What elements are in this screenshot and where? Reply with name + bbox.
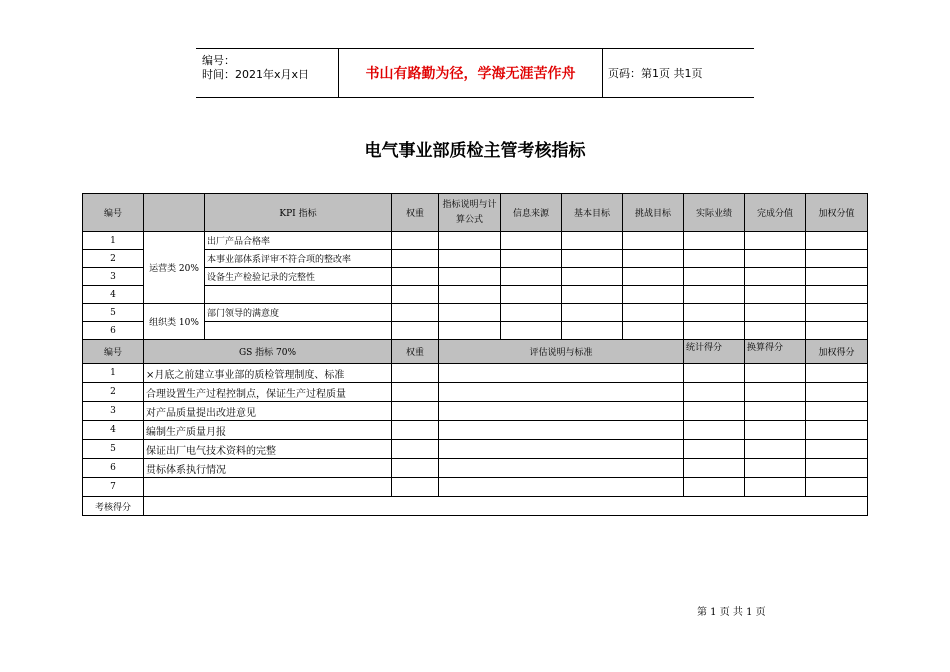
kpi-col-base: 基本目标 (562, 194, 623, 232)
gs-header-row (83, 340, 868, 364)
page-label: 页码：第1页 共1页 (608, 67, 703, 80)
kpi-col-score: 完成分值 (745, 194, 806, 232)
gs-col-indicator: GS 指标 70% (144, 340, 392, 364)
kpi-row-indicator (205, 322, 392, 340)
header-meta (196, 49, 338, 97)
kpi-col-indicator: KPI 指标 (205, 194, 392, 232)
kpi-col-weighted: 加权分值 (806, 194, 868, 232)
kpi-row-indicator: 设备生产检验记录的完整性 (205, 268, 392, 286)
kpi-row (83, 304, 868, 322)
kpi-row-indicator (205, 286, 392, 304)
gs-row-indicator: 保证出厂电气技术资料的完整 (144, 440, 392, 459)
gs-col-id: 编号 (83, 340, 144, 364)
kpi-col-desc: 指标说明与计算公式 (439, 194, 501, 232)
kpi-col-actual: 实际业绩 (684, 194, 745, 232)
kpi-col-category (144, 194, 205, 232)
gs-row (83, 402, 868, 421)
kpi-row-id: 3 (83, 268, 144, 286)
gs-row (83, 459, 868, 478)
kpi-col-challenge: 挑战目标 (623, 194, 684, 232)
number-label: 编号： (202, 54, 235, 67)
kpi-row-id: 6 (83, 322, 144, 340)
category-org: 组织类 10% (144, 304, 205, 340)
kpi-row (83, 232, 868, 250)
total-label: 考核得分 (83, 497, 144, 516)
gs-row-indicator (144, 478, 392, 497)
document-header (196, 48, 754, 98)
gs-col-stat: 统计得分 (684, 340, 745, 364)
gs-col-eval: 评估说明与标准 (439, 340, 684, 364)
gs-row-id: 2 (83, 383, 144, 402)
kpi-row-indicator: 出厂产品合格率 (205, 232, 392, 250)
kpi-row-id: 4 (83, 286, 144, 304)
page-footer: 第 1 页 共 1 页 (697, 607, 766, 618)
gs-row-id: 3 (83, 402, 144, 421)
kpi-header-row (83, 194, 868, 232)
gs-row-id: 7 (83, 478, 144, 497)
kpi-col-source: 信息来源 (501, 194, 562, 232)
gs-row-id: 4 (83, 421, 144, 440)
kpi-row-id: 5 (83, 304, 144, 322)
kpi-table (82, 193, 868, 516)
kpi-row-id: 1 (83, 232, 144, 250)
page-title: 电气事业部质检主管考核指标 (364, 141, 586, 161)
total-row (83, 497, 868, 516)
gs-row-id: 6 (83, 459, 144, 478)
motto: 书山有路勤为径，学海无涯苦作舟 (338, 49, 603, 97)
kpi-col-weight: 权重 (392, 194, 439, 232)
kpi-row-id: 2 (83, 250, 144, 268)
gs-col-weighted: 加权得分 (806, 340, 868, 364)
gs-row-indicator: 编制生产质量月报 (144, 421, 392, 440)
kpi-col-id: 编号 (83, 194, 144, 232)
gs-col-weight: 权重 (392, 340, 439, 364)
kpi-row-indicator: 部门领导的满意度 (205, 304, 392, 322)
gs-row (83, 364, 868, 383)
gs-row-id: 5 (83, 440, 144, 459)
gs-col-conv: 换算得分 (745, 340, 806, 364)
gs-row-indicator: 对产品质量提出改进意见 (144, 402, 392, 421)
gs-row (83, 421, 868, 440)
category-ops: 运营类 20% (144, 232, 205, 304)
total-value (144, 497, 868, 516)
gs-row-indicator: 合理设置生产过程控制点，保证生产过程质量 (144, 383, 392, 402)
time-label: 时间：2021年x月x日 (202, 68, 310, 81)
gs-row-indicator: ×月底之前建立事业部的质检管理制度、标准 (144, 364, 392, 383)
gs-row (83, 478, 868, 497)
gs-row (83, 440, 868, 459)
gs-row (83, 383, 868, 402)
kpi-row-indicator: 本事业部体系评审不符合项的整改率 (205, 250, 392, 268)
gs-row-indicator: 贯标体系执行情况 (144, 459, 392, 478)
gs-row-id: 1 (83, 364, 144, 383)
